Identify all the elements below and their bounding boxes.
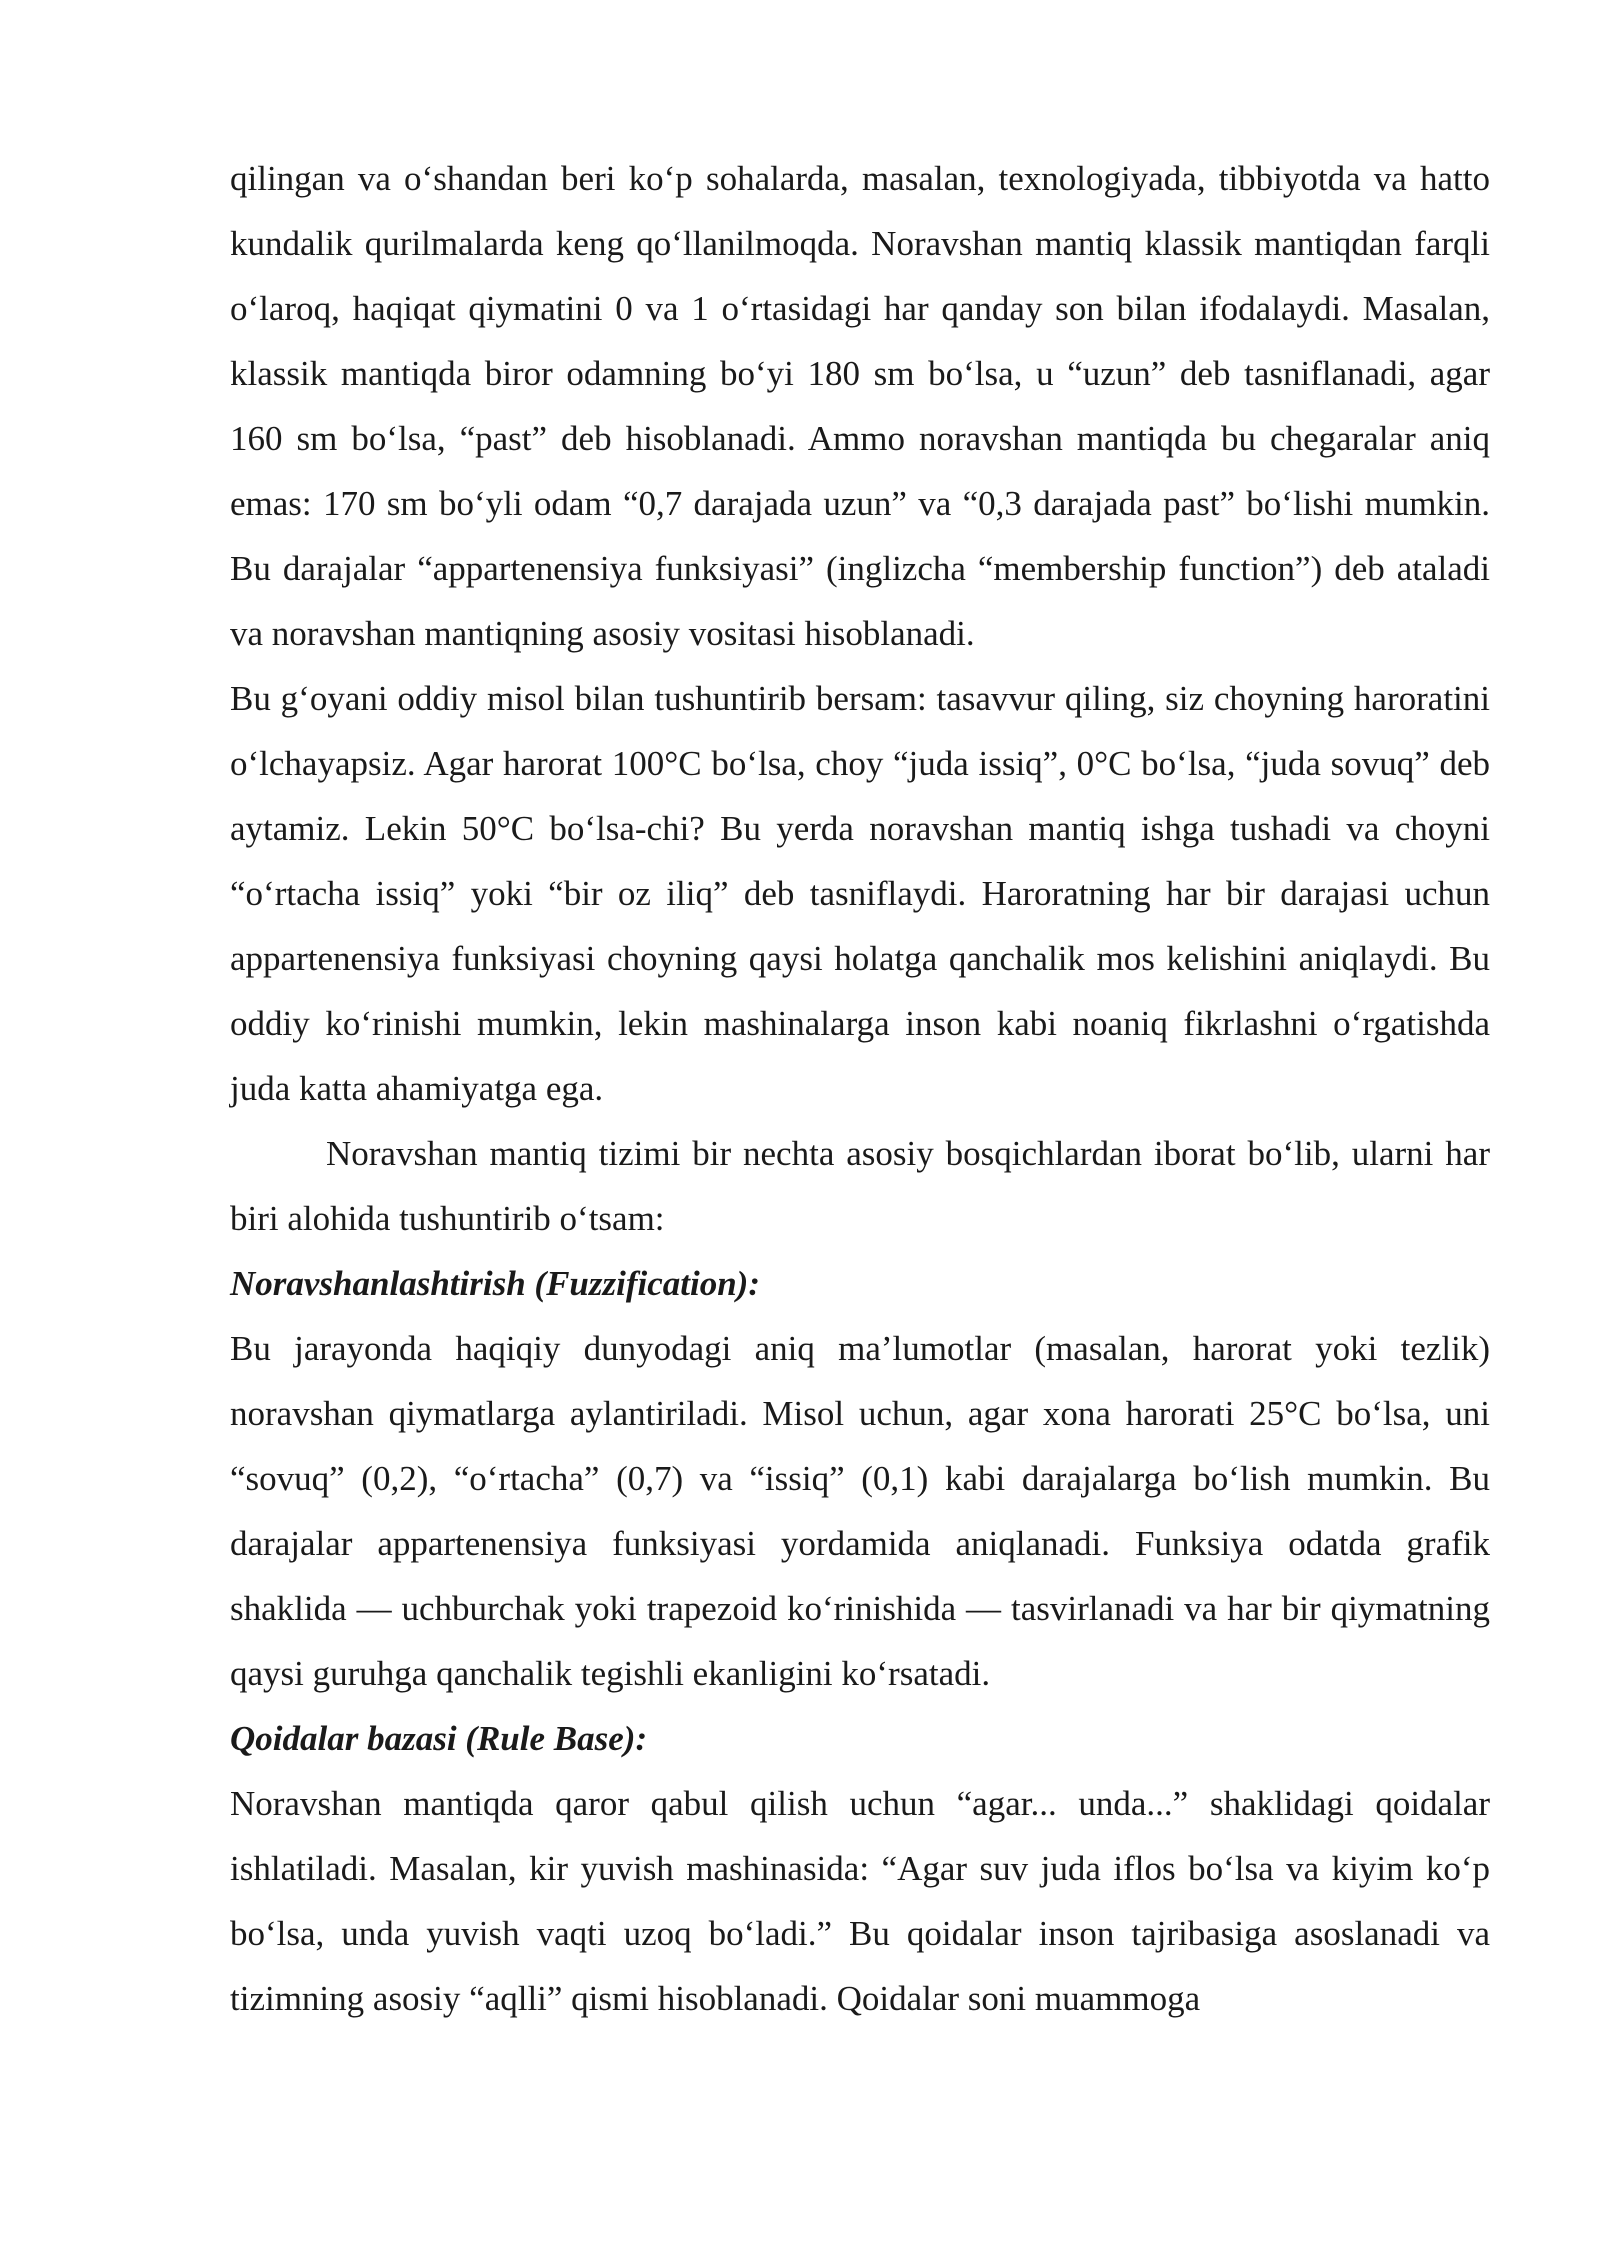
document-body [230,146,1490,2031]
heading-rule-base: Qoidalar bazasi (Rule Base): [230,1719,648,1758]
paragraph-intro: qilingan va o‘shandan beri ko‘p sohalarda, masalan, texnologiyada, tibbiyotda va hatto kundalik qurilmalarda keng qo‘llanilmoqda. Noravshan mantiq klassik mantiqdan farqli o‘laroq, haqiqat qiymatini 0 va 1 o‘rtasidagi har qanday son bilan ifodalaydi. Masalan, klassik mantiqda biror odamning bo‘yi 180 sm bo‘lsa, u “uzun” deb tasniflanadi, agar 160 sm bo‘lsa, “past” deb hisoblanadi. Ammo noravshan mantiqda bu chegaralar aniq emas: 170 sm bo‘yli odam “0,7 darajada uzun” va “0,3 darajada past” bo‘lishi mumkin. Bu darajalar “appartenensiya funksiyasi” (inglizcha “membership function”) deb ataladi va noravshan mantiqning asosiy vositasi hisoblanadi. [230,159,1490,653]
paragraph-rule-base: Noravshan mantiqda qaror qabul qilish uchun “agar... unda...” shaklidagi qoidalar ishlatiladi. Masalan, kir yuvish mashinasida: “Agar suv juda iflos bo‘lsa va kiyim ko‘p bo‘lsa, unda yuvish vaqti uzoq bo‘ladi.” Bu qoidalar inson tajribasiga asoslanadi va tizimning asosiy “aqlli” qismi hisoblanadi. Qoidalar soni muammoga [230,1784,1490,2018]
paragraph-tea-example: Bu g‘oyani oddiy misol bilan tushuntirib bersam: tasavvur qiling, siz choyning haroratini o‘lchayapsiz. Agar harorat 100°C bo‘lsa, choy “juda issiq”, 0°C bo‘lsa, “juda sovuq” deb aytamiz. Lekin 50°C bo‘lsa-chi? Bu yerda noravshan mantiq ishga tushadi va choyni “o‘rtacha issiq” yoki “bir oz iliq” deb tasniflaydi. Haroratning har bir darajasi uchun appartenensiya funksiyasi choyning qaysi holatga qanchalik mos kelishini aniqlaydi. Bu oddiy ko‘rinishi mumkin, lekin mashinalarga inson kabi noaniq fikrlashni o‘rgatishda juda katta ahamiyatga ega. [230,679,1490,1108]
heading-fuzzification: Noravshanlashtirish (Fuzzification): [230,1264,760,1303]
paragraph-fuzzification: Bu jarayonda haqiqiy dunyodagi aniq ma’lumotlar (masalan, harorat yoki tezlik) noravshan qiymatlarga aylantiriladi. Misol uchun, agar xona harorati 25°C bo‘lsa, uni “sovuq” (0,2), “o‘rtacha” (0,7) va “issiq” (0,1) kabi darajalarga bo‘lish mumkin. Bu darajalar appartenensiya funksiyasi yordamida aniqlanadi. Funksiya odatda grafik shaklida — uchburchak yoki trapezoid ko‘rinishida — tasvirlanadi va har bir qiymatning qaysi guruhga qanchalik tegishli ekanligini ko‘rsatadi. [230,1329,1490,1693]
paragraph-stages-intro: Noravshan mantiq tizimi bir nechta asosiy bosqichlardan iborat bo‘lib, ularni har biri alohida tushuntirib o‘tsam: [230,1134,1490,1238]
